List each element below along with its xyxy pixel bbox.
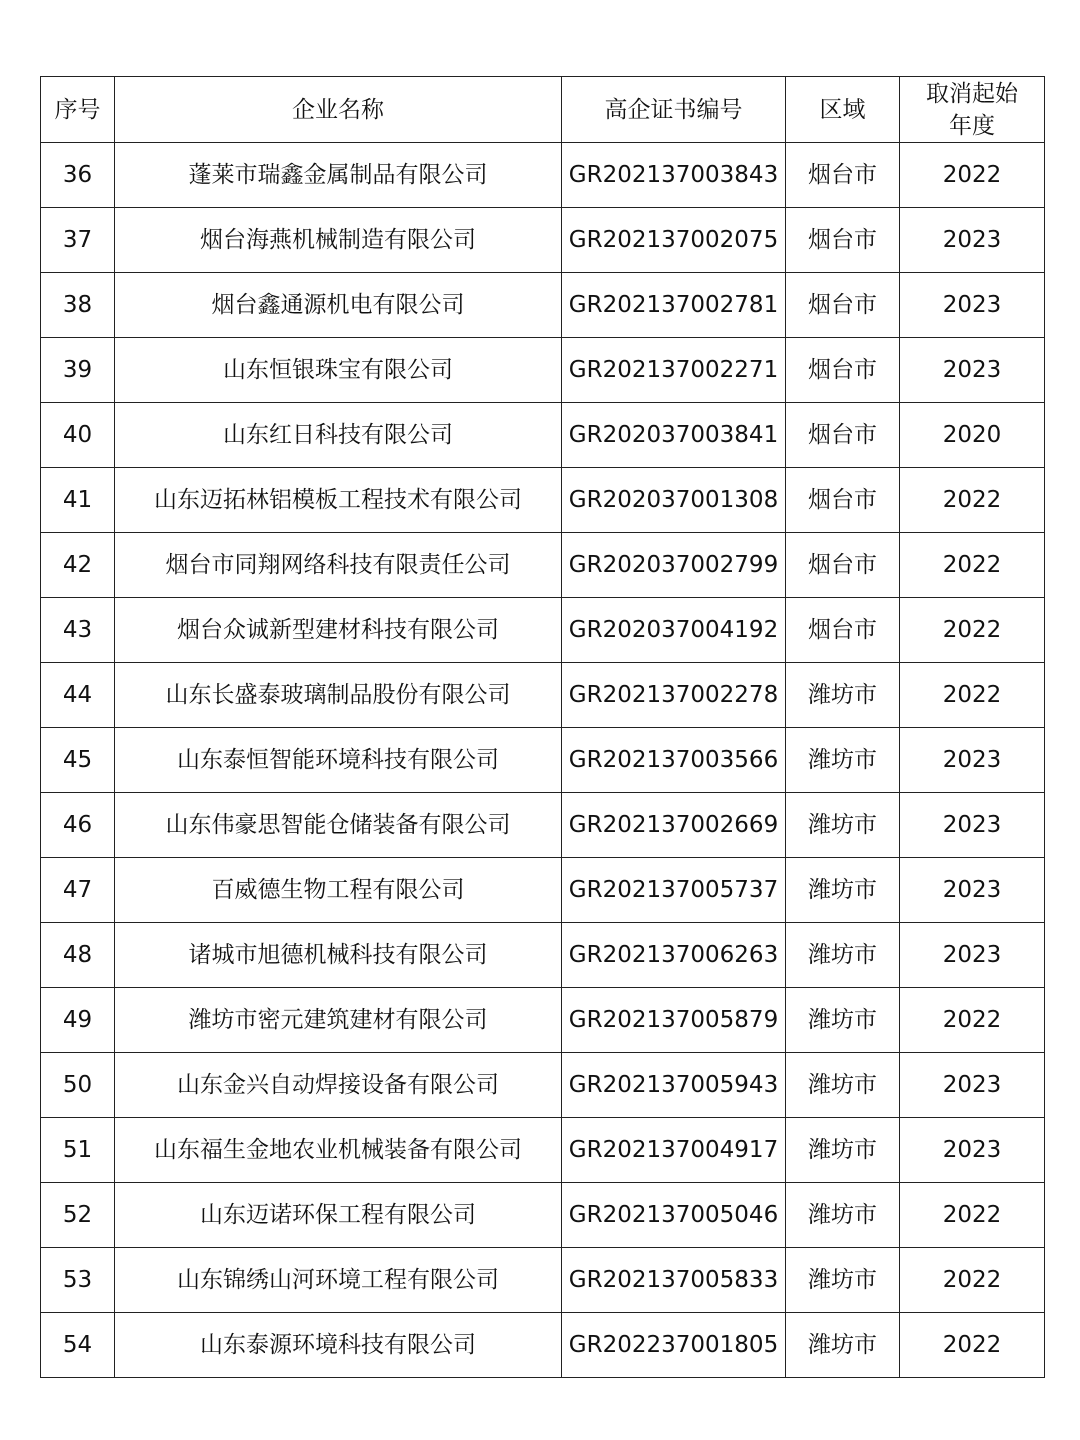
table-row xyxy=(41,793,1045,858)
cell-region: 潍坊市 xyxy=(786,1118,900,1183)
cell-region: 烟台市 xyxy=(786,338,900,403)
cell-cert-number: GR202137002271 xyxy=(562,338,786,403)
cell-cert-number: GR202137005879 xyxy=(562,988,786,1053)
cell-cancel-year: 2023 xyxy=(900,338,1045,403)
cell-company-name: 烟台鑫通源机电有限公司 xyxy=(115,273,562,338)
cell-index: 40 xyxy=(41,403,115,468)
cell-cancel-year: 2023 xyxy=(900,858,1045,923)
cell-cancel-year: 2023 xyxy=(900,273,1045,338)
cell-cert-number: GR202137002669 xyxy=(562,793,786,858)
cell-cancel-year: 2023 xyxy=(900,208,1045,273)
cell-region: 潍坊市 xyxy=(786,988,900,1053)
cell-index: 50 xyxy=(41,1053,115,1118)
cell-index: 38 xyxy=(41,273,115,338)
header-index: 序号 xyxy=(41,77,115,143)
cell-index: 39 xyxy=(41,338,115,403)
cell-region: 烟台市 xyxy=(786,208,900,273)
cell-index: 43 xyxy=(41,598,115,663)
cell-cert-number: GR202037004192 xyxy=(562,598,786,663)
cell-cancel-year: 2020 xyxy=(900,403,1045,468)
cell-index: 52 xyxy=(41,1183,115,1248)
table-row xyxy=(41,1313,1045,1378)
table-row xyxy=(41,338,1045,403)
cell-company-name: 百威德生物工程有限公司 xyxy=(115,858,562,923)
cell-index: 36 xyxy=(41,143,115,208)
table-row xyxy=(41,273,1045,338)
table-row xyxy=(41,468,1045,533)
cell-index: 48 xyxy=(41,923,115,988)
enterprise-table xyxy=(40,76,1045,1378)
cell-company-name: 山东伟豪思智能仓储装备有限公司 xyxy=(115,793,562,858)
header-year-label: 取消起始年度 xyxy=(926,80,1018,139)
table-row xyxy=(41,208,1045,273)
cell-company-name: 诸城市旭德机械科技有限公司 xyxy=(115,923,562,988)
cell-cancel-year: 2022 xyxy=(900,1183,1045,1248)
cell-cert-number: GR202137005943 xyxy=(562,1053,786,1118)
cell-cert-number: GR202137003843 xyxy=(562,143,786,208)
cell-index: 53 xyxy=(41,1248,115,1313)
cell-region: 潍坊市 xyxy=(786,1053,900,1118)
cell-index: 47 xyxy=(41,858,115,923)
cell-index: 37 xyxy=(41,208,115,273)
cell-company-name: 山东恒银珠宝有限公司 xyxy=(115,338,562,403)
cell-region: 烟台市 xyxy=(786,533,900,598)
header-region: 区域 xyxy=(786,77,900,143)
cell-cancel-year: 2023 xyxy=(900,1053,1045,1118)
cell-cert-number: GR202137005737 xyxy=(562,858,786,923)
cell-company-name: 蓬莱市瑞鑫金属制品有限公司 xyxy=(115,143,562,208)
cell-cert-number: GR202137003566 xyxy=(562,728,786,793)
cell-company-name: 山东福生金地农业机械装备有限公司 xyxy=(115,1118,562,1183)
cell-index: 46 xyxy=(41,793,115,858)
table-row xyxy=(41,728,1045,793)
cell-cancel-year: 2022 xyxy=(900,143,1045,208)
table-row xyxy=(41,143,1045,208)
cell-cancel-year: 2023 xyxy=(900,793,1045,858)
cell-cancel-year: 2022 xyxy=(900,598,1045,663)
cell-region: 烟台市 xyxy=(786,403,900,468)
cell-company-name: 山东迈诺环保工程有限公司 xyxy=(115,1183,562,1248)
table-row xyxy=(41,923,1045,988)
table-row xyxy=(41,858,1045,923)
table-header-row xyxy=(41,77,1045,143)
table-row xyxy=(41,1053,1045,1118)
cell-index: 49 xyxy=(41,988,115,1053)
cell-company-name: 山东迈拓林铝模板工程技术有限公司 xyxy=(115,468,562,533)
cell-region: 烟台市 xyxy=(786,598,900,663)
cell-cert-number: GR202237001805 xyxy=(562,1313,786,1378)
cell-cert-number: GR202137005833 xyxy=(562,1248,786,1313)
table-row xyxy=(41,988,1045,1053)
header-year xyxy=(900,77,1045,143)
cell-company-name: 烟台海燕机械制造有限公司 xyxy=(115,208,562,273)
cell-cancel-year: 2023 xyxy=(900,923,1045,988)
cell-company-name: 山东锦绣山河环境工程有限公司 xyxy=(115,1248,562,1313)
cell-company-name: 山东金兴自动焊接设备有限公司 xyxy=(115,1053,562,1118)
table-row xyxy=(41,663,1045,728)
cell-region: 潍坊市 xyxy=(786,1248,900,1313)
cell-cert-number: GR202037002799 xyxy=(562,533,786,598)
cell-cert-number: GR202137002278 xyxy=(562,663,786,728)
cell-region: 烟台市 xyxy=(786,468,900,533)
cell-company-name: 山东红日科技有限公司 xyxy=(115,403,562,468)
cell-cert-number: GR202137004917 xyxy=(562,1118,786,1183)
cell-index: 51 xyxy=(41,1118,115,1183)
cell-index: 54 xyxy=(41,1313,115,1378)
table-body xyxy=(41,143,1045,1378)
cell-cancel-year: 2022 xyxy=(900,1313,1045,1378)
cell-region: 潍坊市 xyxy=(786,923,900,988)
cell-region: 烟台市 xyxy=(786,273,900,338)
cell-index: 42 xyxy=(41,533,115,598)
cell-index: 44 xyxy=(41,663,115,728)
cell-cert-number: GR202037003841 xyxy=(562,403,786,468)
cell-cancel-year: 2022 xyxy=(900,533,1045,598)
cell-region: 潍坊市 xyxy=(786,858,900,923)
cell-region: 潍坊市 xyxy=(786,1313,900,1378)
cell-company-name: 山东泰恒智能环境科技有限公司 xyxy=(115,728,562,793)
cell-company-name: 烟台市同翔网络科技有限责任公司 xyxy=(115,533,562,598)
cell-region: 潍坊市 xyxy=(786,793,900,858)
cell-company-name: 山东泰源环境科技有限公司 xyxy=(115,1313,562,1378)
cell-company-name: 山东长盛泰玻璃制品股份有限公司 xyxy=(115,663,562,728)
header-cert: 高企证书编号 xyxy=(562,77,786,143)
cell-cancel-year: 2023 xyxy=(900,728,1045,793)
table-row xyxy=(41,1248,1045,1313)
cell-index: 41 xyxy=(41,468,115,533)
cell-region: 潍坊市 xyxy=(786,663,900,728)
table-row xyxy=(41,1183,1045,1248)
cell-region: 潍坊市 xyxy=(786,1183,900,1248)
cell-company-name: 潍坊市密元建筑建材有限公司 xyxy=(115,988,562,1053)
cell-cancel-year: 2022 xyxy=(900,1248,1045,1313)
table-row xyxy=(41,533,1045,598)
cell-region: 烟台市 xyxy=(786,143,900,208)
table-row xyxy=(41,1118,1045,1183)
cell-cert-number: GR202137006263 xyxy=(562,923,786,988)
table-row xyxy=(41,598,1045,663)
cell-region: 潍坊市 xyxy=(786,728,900,793)
header-name: 企业名称 xyxy=(115,77,562,143)
cell-cancel-year: 2023 xyxy=(900,1118,1045,1183)
cell-cancel-year: 2022 xyxy=(900,663,1045,728)
cell-cert-number: GR202037001308 xyxy=(562,468,786,533)
cell-cert-number: GR202137002781 xyxy=(562,273,786,338)
cell-cancel-year: 2022 xyxy=(900,468,1045,533)
cell-index: 45 xyxy=(41,728,115,793)
cell-cert-number: GR202137005046 xyxy=(562,1183,786,1248)
cell-company-name: 烟台众诚新型建材科技有限公司 xyxy=(115,598,562,663)
cell-cert-number: GR202137002075 xyxy=(562,208,786,273)
cell-cancel-year: 2022 xyxy=(900,988,1045,1053)
table-row xyxy=(41,403,1045,468)
